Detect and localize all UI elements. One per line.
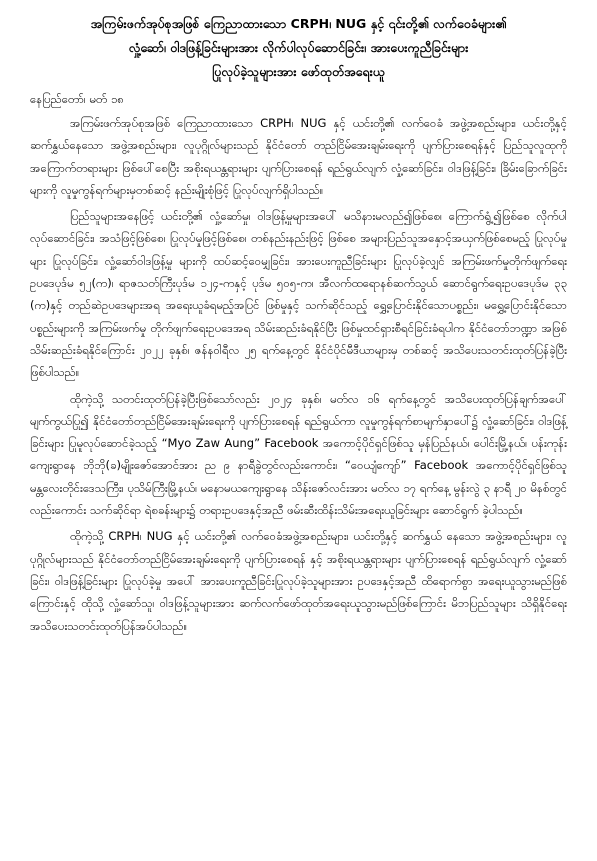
- paragraph-1: အကြမ်းဖက်အုပ်စုအဖြစ် ကြေညာထားသော CRPH၊ NUG နှင့် ယင်းတို့၏ လက်ဝေခံ အဖွဲ့အစည်းများ၊ ယင်းတို့နှင့် ဆက်နွှယ်နေသော အဖွဲ့အစည်းများ၊ လူပုဂ္ဂိုလ်များသည် နိုင်ငံတော် တည်ငြိမ်အေးချမ်းရေးကို ပျက်ပြားစေရန်နှင့် ပြည်သူလူထုကို အကြောက်တရားများ ဖြစ်ပေါ်စေပြီး အစိုးရယန္တရားများ ပျက်ပြားစေရန် ရည်ရွယ်လျက် လှုံ့ဆော်ခြင်း၊ ဝါဒဖြန့်ခြင်း၊ ခြိမ်းခြောက်ခြင်းများကို လူမှုကွန်ရက်များမှတစ်ဆင့် နည်းမျိုးစုံဖြင့် ပြုလုပ်လျက်ရှိပါသည်။: [30, 116, 567, 197]
- paragraph-3: ထိုကဲ့သို့ သတင်းထုတ်ပြန်ခဲ့ပြီးဖြစ်သော်လည်း ၂၀၂၄ ခုနှစ်၊ မတ်လ ၁၆ ရက်နေ့တွင် အသိပေးထုတ်ပြန်ချက်အပေါ် မျက်ကွယ်ပြု၍ နိုင်ငံတော်တည်ငြိမ်အေးချမ်းရေးကို ပျက်ပြားစေရန် ရည်ရွယ်ကာ လူမှုကွန်ရက်စာမျက်နှာပေါ်၌ လှုံ့ဆော်ခြင်း၊ ဝါဒဖြန့်ခြင်းများ ပြုမူလုပ်ဆောင်ခဲ့သည့် “Myo Zaw Aung” Facebook အကောင့်ပိုင်ရှင်ဖြစ်သူ မှန်ပြည်နယ်၊ ပေါင်းမြို့နယ်၊ ပန်းကုန်း ကျေးရွာနေ ဘိုဘို(ခ)မျိုးဇော်အောင်အား ည ၉ နာရီခွဲတွင်လည်းကောင်း၊ “ဝေယျံကျော်” Facebook အကောင့်ပိုင်ရှင်ဖြစ်သူ မန္တလေးတိုင်းဒေသကြီး၊ ပုသိမ်ကြီးမြို့နယ်၊ မနောမယကျေးရွာနေ သိန်းဇော်လင်းအား မတ်လ ၁၇ ရက်နေ့ မွန်းလွဲ ၃ နာရီ ၂၀ မိနစ်တွင်လည်းကောင်း သက်ဆိုင်ရာ ရဲစခန်းများ၌ တရားဥပဒေနှင့်အညီ ဖမ်းဆီးထိန်းသိမ်းအရေးယူခြင်းများ ဆောင်ရွက် ခဲ့ပါသည်။: [30, 391, 567, 518]
- dateline: နေပြည်တော်၊ မတ် ၁၈: [30, 92, 124, 106]
- document-heading: [30, 12, 567, 84]
- paragraph-2: ပြည်သူများအနေဖြင့် ယင်းတို့၏ လှုံ့ဆော်မှု၊ ဝါဒဖြန့်မှုများအပေါ် မသိနားမလည်၍ဖြစ်စေ၊ ကြောက်ရွံ့၍ဖြစ်စေ လိုက်ပါလုပ်ဆောင်ခြင်း၊ အသံဖြင့်ဖြစ်စေ၊ ပြုလုပ်မှုဖြင့်ဖြစ်စေ၊ တစ်နည်းနည်းဖြင့် ဖြစ်စေ အများပြည်သူအနှောင့်အယှက်ဖြစ်စေမည့် ပြုလုပ်မှုများ ပြုလုပ်ခြင်း၊ လှုံ့ဆော်ဝါဒဖြန့်မှု များကို ထပ်ဆင့်ဝေမျှခြင်း၊ အားပေးကူညီခြင်းများ ပြုလုပ်ခဲ့လျှင် အကြမ်းဖက်မှုတိုက်ဖျက်ရေး ဥပဒေပုဒ်မ ၅၂(က)၊ ရာဇသတ်ကြီးပုဒ်မ ၁၂၄-ကနှင့် ပုဒ်မ ၅၀၅-က၊ အီလက်ထရောနစ်ဆက်သွယ် ဆောင်ရွက်ရေးဥပဒေပုဒ်မ ၃၃ (က)နှင့် တည်ဆဲဥပဒေများအရ အရေးယူခံရမည့်အပြင် ဖြစ်မှုနှင့် သက်ဆိုင်သည့် ရွှေ့ပြောင်းနိုင်သောပစ္စည်း၊ မရွှေ့ပြောင်းနိုင်သောပစ္စည်းများကို အကြမ်းဖက်မှု တိုက်ဖျက်ရေးဥပဒေအရ သိမ်းဆည်းခံရနိုင်ပြီး ဖြစ်မှုထင်ရှားစီရင်ခြင်းခံရပါက နိုင်ငံတော်ဘဏ္ဍာ အဖြစ် သိမ်းဆည်းခံရနိုင်ကြောင်း ၂၀၂၂ ခုနှစ်၊ ဇန်နဝါရီလ ၂၅ ရက်နေ့တွင် နိုင်ငံပိုင်မီဒီယာများမှ တစ်ဆင့် အသိပေးသတင်းထုတ်ပြန်ခဲ့ပြီး ဖြစ်ပါသည်။: [30, 209, 567, 380]
- heading-line-1: အကြမ်းဖက်အုပ်စုအဖြစ် ကြေညာထားသော CRPH၊ NUG နှင့် ၎င်းတို့၏ လက်ဝေခံများ၏: [90, 16, 507, 31]
- heading-line-2: လှုံ့ဆော်၊ ဝါဒဖြန့်ခြင်းများအား လိုက်ပါလုပ်ဆောင်ခြင်း၊ အားပေးကူညီခြင်းများ: [128, 40, 469, 55]
- heading-line-3: ပြုလုပ်ခဲ့သူများအား ဖော်ထုတ်အရေးယူ: [212, 64, 385, 79]
- paragraph-4: ထိုကဲ့သို့ CRPH၊ NUG နှင့် ယင်းတို့၏ လက်ဝေခံအဖွဲ့အစည်းများ၊ ယင်းတို့နှင့် ဆက်နွှယ် နေသော အဖွဲ့အစည်းများ၊ လူပုဂ္ဂိုလ်များသည် နိုင်ငံတော်တည်ငြိမ်အေးချမ်းရေးကို ပျက်ပြားစေရန် နှင့် အစိုးရယန္တရားများ ပျက်ပြားစေရန် ရည်ရွယ်လျက် လှုံ့ဆော်ခြင်း၊ ဝါဒဖြန့်ခြင်းများ ပြုလုပ်ခဲ့မှု အပေါ် အားပေးကူညီခြင်းပြုလုပ်ခဲ့သူများအား ဥပဒေနှင့်အညီ ထိရောက်စွာ အရေးယူသွားမည်ဖြစ် ကြောင်းနှင့် ထိုသို့ လှုံ့ဆော်သူ၊ ဝါဒဖြန့်သူများအား ဆက်လက်ဖော်ထုတ်အရေးယူသွားမည်ဖြစ်ကြောင်း မိဘပြည်သူများ သိရှိနိုင်ရေး အသိပေးသတင်းထုတ်ပြန်အပ်ပါသည်။: [30, 529, 567, 633]
